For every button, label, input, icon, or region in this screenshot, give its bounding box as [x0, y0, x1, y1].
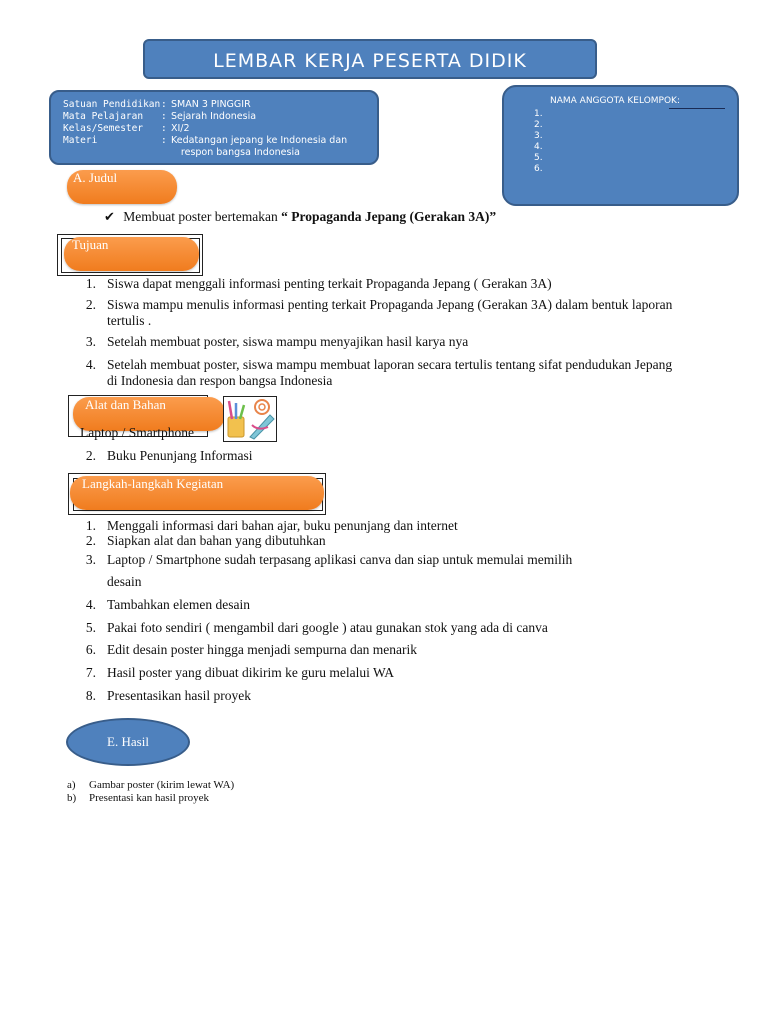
section-label-text: Tujuan — [72, 237, 109, 252]
list-item: Presentasikan hasil proyek — [107, 688, 251, 703]
list-number: 2. — [85, 533, 96, 548]
list-item: 5. — [534, 153, 543, 163]
list-number: 4. — [85, 357, 96, 372]
info-value: XI/2 — [171, 123, 190, 134]
list-number: 1. — [85, 276, 96, 291]
list-number: 5. — [85, 620, 96, 635]
info-separator: : — [161, 123, 167, 134]
judul-prefix: Membuat poster bertemakan — [123, 209, 278, 224]
info-row — [63, 99, 377, 111]
list-item: Siswa dapat menggali informasi penting terkait Propaganda Jepang ( Gerakan 3A) — [107, 276, 552, 291]
section-label-hasil: E. Hasil — [66, 718, 190, 766]
info-row — [63, 123, 377, 135]
list-number: 1. — [85, 518, 96, 533]
section-label-tujuan — [64, 237, 199, 271]
section-label-langkah — [70, 476, 324, 510]
info-separator: : — [161, 135, 167, 146]
info-label: Satuan Pendidikan — [63, 99, 161, 110]
hasil-item — [67, 792, 210, 805]
list-number: 8. — [85, 688, 96, 703]
list-number: 6. — [85, 642, 96, 657]
list-item: 4. — [534, 142, 543, 152]
list-item: Edit desain poster hingga menjadi sempurna dan menarik — [107, 642, 418, 657]
list-item: Pakai foto sendiri ( mengambil dari google ) atau gunakan stok yang ada di canva — [107, 620, 548, 635]
info-value: Kedatangan jepang ke Indonesia dan — [171, 135, 348, 146]
checkmark-icon: ✔ — [104, 210, 115, 225]
list-number: 3. — [85, 552, 96, 567]
list-item: 6. — [534, 164, 543, 174]
list-item: Setelah membuat poster, siswa mampu menyajikan hasil karya nya — [107, 334, 469, 349]
underline — [669, 108, 725, 109]
info-value: Sejarah Indonesia — [171, 111, 257, 122]
alat-item-2: Buku Penunjang Informasi — [107, 448, 253, 463]
list-item: 1. — [534, 109, 543, 119]
list-number: 7. — [85, 665, 96, 680]
info-label: Materi — [63, 135, 98, 146]
info-value: SMAN 3 PINGGIR — [171, 99, 251, 110]
list-item: Siswa mampu menulis informasi penting terkait Propaganda Jepang (Gerakan 3A) dalam bentuk laporan — [107, 297, 673, 312]
judul-title: “ Propaganda Jepang (Gerakan 3A)” — [281, 209, 497, 224]
list-number: 2. — [85, 297, 96, 312]
hasil-item — [67, 779, 235, 792]
list-number: 3. — [85, 334, 96, 349]
list-number: 2. — [85, 448, 96, 463]
list-item: Setelah membuat poster, siswa mampu membuat laporan secara tertulis tentang sifat pendudukan Jepang — [107, 357, 673, 372]
section-label-text: Langkah-langkah Kegiatan — [82, 476, 224, 491]
langkah-list — [0, 518, 768, 708]
info-label: Kelas/Semester — [63, 123, 144, 134]
list-marker: b) — [67, 792, 77, 804]
list-item: Siapkan alat dan bahan yang dibutuhkan — [107, 533, 326, 548]
list-item: di Indonesia dan respon bangsa Indonesia — [107, 373, 333, 388]
info-separator: : — [161, 111, 167, 122]
group-members-box — [502, 85, 739, 206]
list-item: desain — [107, 574, 142, 589]
group-member-list — [534, 109, 543, 175]
list-number: 4. — [85, 597, 96, 612]
list-item: Gambar poster (kirim lewat WA) — [89, 779, 235, 791]
art-supplies-icon — [223, 396, 277, 442]
list-item: 3. — [534, 131, 543, 141]
section-label-text: Alat dan Bahan — [85, 397, 166, 412]
list-item: tertulis . — [107, 313, 152, 328]
info-row — [63, 111, 377, 123]
list-item: Menggali informasi dari bahan ajar, buku penunjang dan internet — [107, 518, 458, 533]
info-box — [49, 90, 379, 165]
info-label: Mata Pelajaran — [63, 111, 144, 122]
alat-item-1: Laptop / Smartphone — [80, 425, 194, 440]
list-item: 2. — [534, 120, 543, 130]
judul-text — [104, 209, 496, 226]
info-row — [63, 135, 377, 147]
list-item: Tambahkan elemen desain — [107, 597, 250, 612]
section-label-judul — [67, 170, 177, 204]
page-title: LEMBAR KERJA PESERTA DIDIK — [143, 39, 597, 79]
info-row — [63, 147, 377, 159]
list-item: Laptop / Smartphone sudah terpasang aplikasi canva dan siap untuk memulai memilih — [107, 552, 573, 567]
info-value-continued: respon bangsa Indonesia — [180, 147, 300, 158]
list-item: Hasil poster yang dibuat dikirim ke guru melalui WA — [107, 665, 394, 680]
group-title: NAMA ANGGOTA KELOMPOK: — [550, 96, 680, 106]
tujuan-list — [0, 276, 768, 391]
section-label-text: A. Judul — [73, 170, 118, 185]
list-item: Presentasi kan hasil proyek — [89, 792, 210, 804]
list-marker: a) — [67, 779, 76, 791]
info-separator: : — [161, 99, 167, 110]
